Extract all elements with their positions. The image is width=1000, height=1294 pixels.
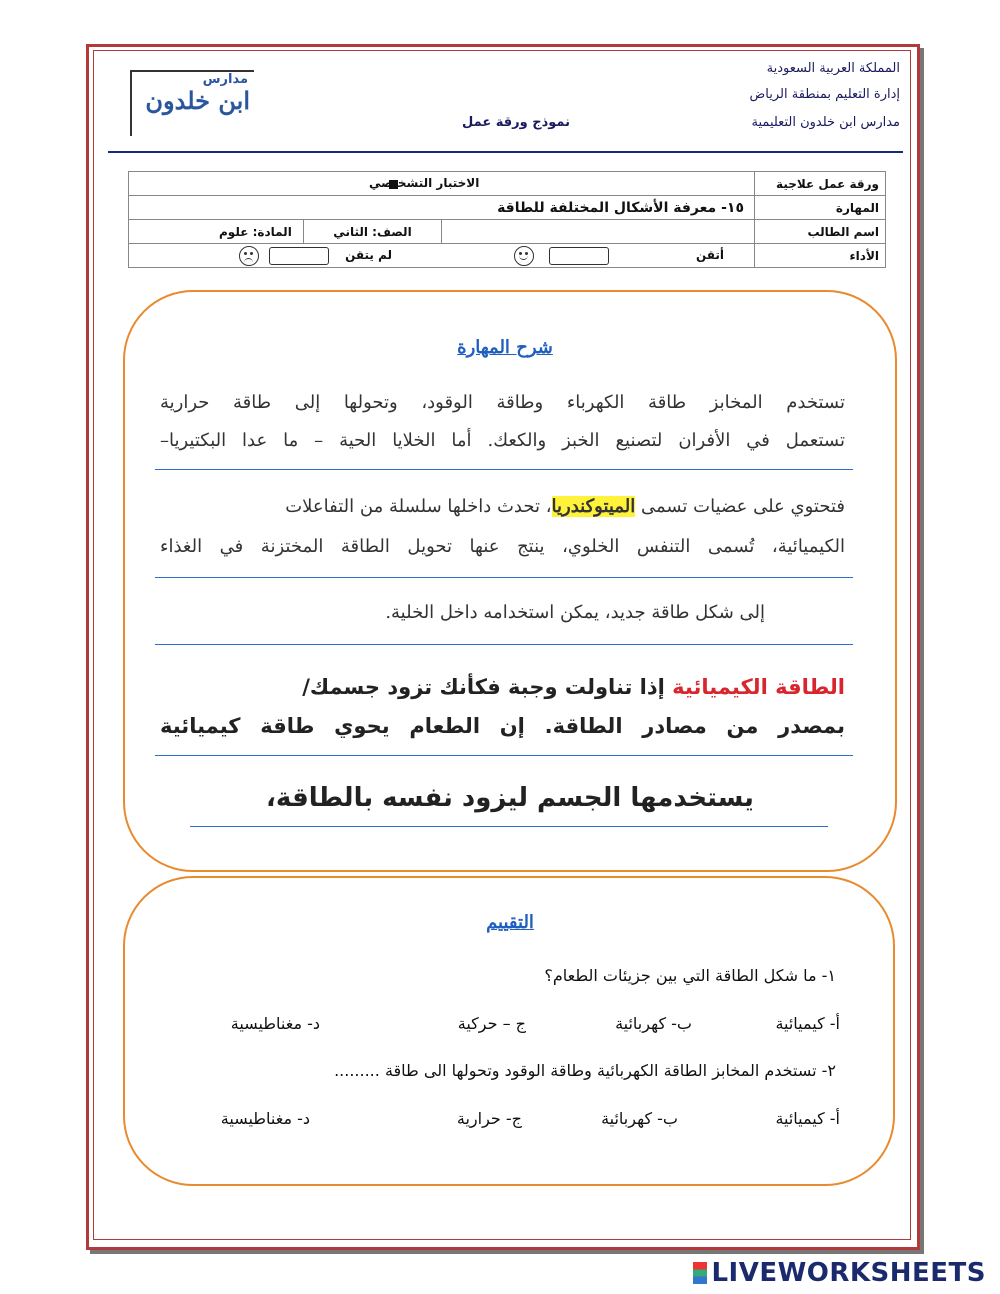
liveworksheets-watermark (693, 1258, 986, 1288)
p2-text-a: فتحتوي على عضيات تسمى (640, 496, 845, 517)
grade-label: الصف: الثاني (304, 220, 442, 244)
header-divider (108, 151, 903, 153)
explanation-p2-line2: الكيميائية، تُسمى التنفس الخلوي، ينتج عنها تحويل الطاقة المختزنة في الغذاء (160, 536, 845, 557)
performance-label: الأداء (755, 244, 886, 268)
happy-face-icon (514, 246, 534, 266)
p2-text-b: ، تحدث داخلها سلسلة من التفاعلات (285, 496, 552, 517)
explanation-title: شرح المهارة (457, 337, 553, 358)
chemical-energy-term: الطاقة الكيميائية (672, 675, 845, 699)
school-logo (130, 70, 254, 136)
explanation-p1-line2: تستعمل في الأفران لتصنيع الخبز والكعك. أما الخلايا الحية – ما عدا البكتيريا– (160, 430, 845, 451)
rule-4 (155, 755, 853, 756)
logo-line2: ابن خلدون (145, 86, 250, 115)
administration-label: إدارة التعليم بمنطقة الرياض (749, 87, 900, 102)
p4-text: إذا تناولت وجبة فكأنك تزود جسمك/ (302, 675, 665, 699)
explanation-p4-line1 (160, 675, 845, 699)
not-mastered-box[interactable] (269, 247, 329, 265)
student-name-label: اسم الطالب (755, 220, 886, 244)
question-1: ١- ما شكل الطاقة التي بين جزيئات الطعام؟ (544, 966, 836, 985)
kingdom-label: المملكة العربية السعودية (766, 61, 900, 76)
q1-option-b[interactable]: ب- كهربائية (615, 1014, 692, 1033)
q1-option-d[interactable]: د- مغناطيسية (230, 1014, 320, 1033)
rule-5 (190, 826, 828, 827)
watermark-text: LIVEWORKSHEETS (711, 1258, 986, 1288)
mastered-label: أتقن (695, 248, 724, 262)
rule-1 (155, 469, 853, 470)
rule-3 (155, 644, 853, 645)
sad-face-icon (239, 246, 259, 266)
explanation-p5: يستخدمها الجسم ليزود نفسه بالطاقة، (266, 783, 754, 813)
q2-option-d[interactable]: د- مغناطيسية (220, 1109, 310, 1128)
info-table (128, 171, 886, 268)
q2-option-b[interactable]: ب- كهربائية (601, 1109, 678, 1128)
skill-value: ١٥- معرفة الأشكال المختلفة للطاقة (129, 196, 755, 220)
diagnostic-test-label: الاختبار التشخيصي (369, 176, 480, 190)
explanation-p3: إلى شكل طاقة جديد، يمكن استخدامه داخل الخلية. (385, 602, 765, 623)
school-label: مدارس ابن خلدون التعليمية (751, 115, 900, 130)
question-2: ٢- تستخدم المخابز الطاقة الكهربائية وطاقة الوقود وتحولها الى طاقة ......... (334, 1061, 836, 1080)
explanation-p2-line1 (160, 496, 845, 517)
form-title: نموذج ورقة عمل (462, 115, 570, 130)
liveworksheets-logo-icon (693, 1262, 707, 1284)
q1-option-c[interactable]: ج – حركية (457, 1014, 526, 1033)
q2-option-c[interactable]: ج- حرارية (456, 1109, 522, 1128)
q1-option-a[interactable]: أ- كيميائية (775, 1014, 840, 1033)
subject-label: المادة: علوم (129, 220, 304, 244)
evaluation-title: التقييم (486, 912, 534, 933)
mastered-box[interactable] (549, 247, 609, 265)
worksheet-type-label: ورقة عمل علاجية (755, 172, 886, 196)
skill-label: المهارة (755, 196, 886, 220)
explanation-p4-line2: بمصدر من مصادر الطاقة. إن الطعام يحوي طاقة كيميائية (160, 714, 845, 738)
mitochondria-highlight: الميتوكندريا (551, 496, 636, 517)
not-mastered-label: لم يتقن (345, 248, 392, 262)
student-name-field[interactable] (442, 220, 755, 244)
rule-2 (155, 577, 853, 578)
logo-line1: مدارس (202, 72, 248, 87)
q2-option-a[interactable]: أ- كيميائية (775, 1109, 840, 1128)
explanation-p1-line1: تستخدم المخابز طاقة الكهرباء وطاقة الوقود، وتحولها إلى طاقة حرارية (160, 392, 845, 413)
